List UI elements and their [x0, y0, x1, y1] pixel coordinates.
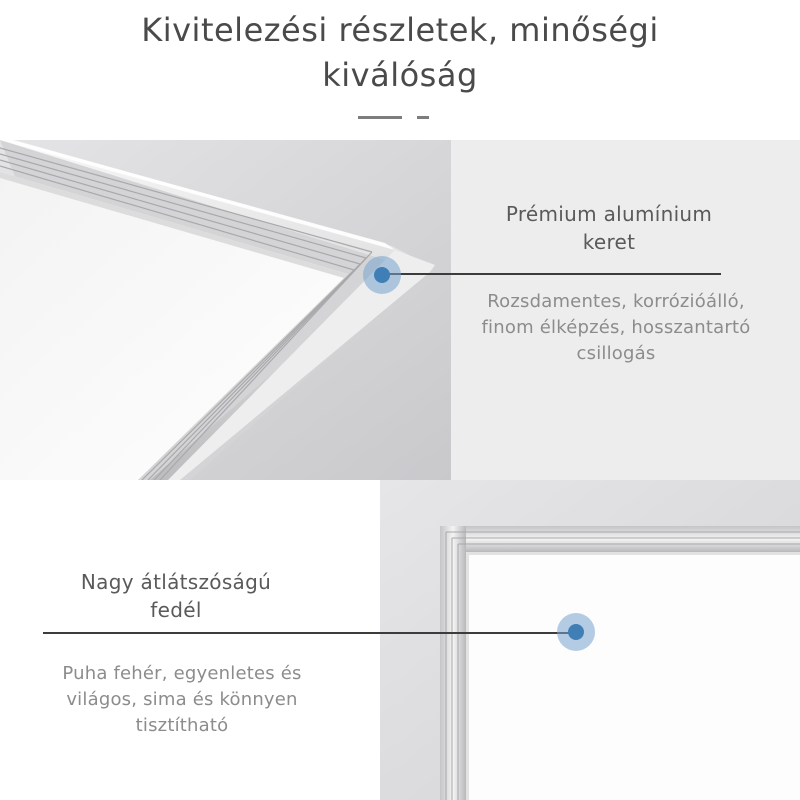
cover-feature-title [46, 568, 306, 624]
cover-text-area [0, 480, 380, 800]
title-divider-long [358, 116, 402, 119]
frame-feature-title [470, 200, 748, 256]
frame-callout-dot [374, 267, 390, 283]
cover-callout-marker [557, 613, 595, 651]
frame-callout-line [385, 273, 721, 275]
cover-callout-line [43, 632, 577, 634]
frame-corner-illustration [0, 140, 451, 480]
cover-feature-description-line-1: Puha fehér, egyenletes és [62, 663, 302, 684]
frame-feature-description [466, 289, 766, 367]
cover-feature-description-line-2: világos, sima és könnyen [66, 689, 298, 710]
cover-feature-description-line-3: tisztítható [135, 715, 229, 736]
frame-feature-description-line-3: csillogás [576, 343, 656, 364]
frame-corner-photo [0, 140, 451, 480]
frame-feature-description-line-1: Rozsdamentes, korrózióálló, [487, 291, 745, 312]
cover-callout-dot [568, 624, 584, 640]
title-divider-short [417, 116, 429, 119]
page-title-line-1: Kivitelezési részletek, minőségi [141, 11, 659, 49]
frame-callout-marker [363, 256, 401, 294]
frame-feature-title-line-2: keret [582, 230, 636, 254]
page-title-line-2: kiválóság [322, 56, 478, 94]
cover-feature-description [20, 661, 344, 739]
page-title [0, 8, 800, 98]
cover-feature-title-line-2: fedél [150, 598, 202, 622]
cover-feature-title-line-1: Nagy átlátszóságú [80, 570, 272, 594]
frame-feature-title-line-1: Prémium alumínium [505, 202, 713, 226]
frame-feature-description-line-2: finom élképzés, hosszantartó [481, 317, 751, 338]
